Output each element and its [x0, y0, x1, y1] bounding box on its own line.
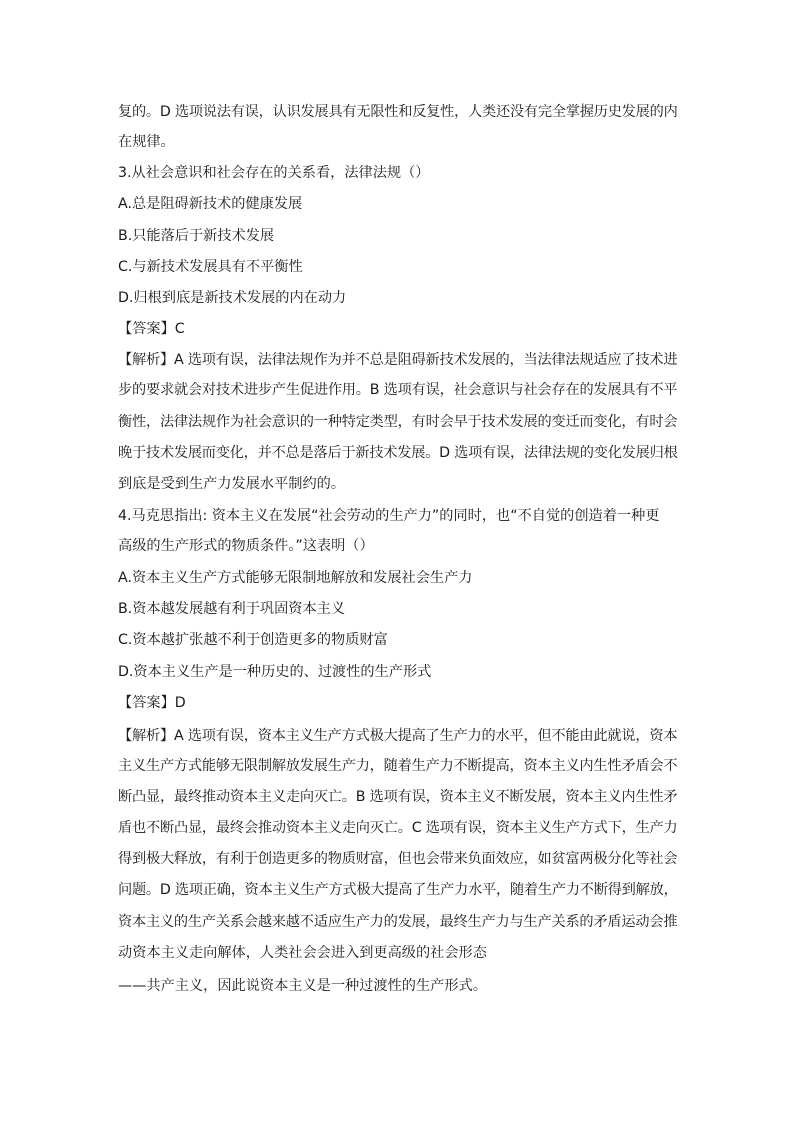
text-line: 步的要求就会对技术进步产生促进作用。B 选项有误，社会意识与社会存在的发展具有不平 — [118, 382, 678, 398]
question-3-analysis: 【解析】A 选项有误，法律法规作为并不总是阻碍新技术发展的，当法律法规适应了技术进 — [118, 352, 678, 368]
text-line: 盾也不断凸显，最终会推动资本主义走向灭亡。C 选项有误，资本主义生产方式下，生产力 — [118, 820, 678, 836]
text-line: 衡性，法律法规作为社会意识的一种特定类型，有时会早于技术发展的变迁而变化，有时会 — [118, 414, 678, 430]
question-3-option-b: B.只能落后于新技术发展 — [118, 228, 275, 244]
question-3-option-a: A.总是阻碍新技术的健康发展 — [118, 196, 303, 212]
text-line: 晚于技术发展而变化，并不总是落后于新技术发展。D 选项有误，法律法规的变化发展归根 — [118, 445, 678, 461]
text-line: 资本主义的生产关系会越来越不适应生产力的发展，最终生产力与生产关系的矛盾运动会推 — [118, 914, 678, 930]
text-line: 在规律。 — [118, 134, 175, 150]
question-4-stem: 4.马克思指出: 资本主义在发展“社会劳动的生产力”的同时，也“不自觉的创造着一种更 — [118, 508, 660, 524]
question-3-answer: 【答案】C — [118, 321, 185, 337]
text-line-last: ——共产主义，因此说资本主义是一种过渡性的生产形式。 — [118, 978, 487, 994]
question-4-option-d: D.资本主义生产是一种历史的、过渡性的生产形式 — [118, 664, 432, 680]
text-line: 得到极大释放，有利于创造更多的物质财富，但也会带来负面效应，如贫富两极分化等社会 — [118, 851, 678, 867]
question-4-answer: 【答案】D — [118, 695, 186, 711]
question-4-option-c: C.资本越扩张越不利于创造更多的物质财富 — [118, 632, 388, 648]
text-line: 断凸显，最终推动资本主义走向灭亡。B 选项有误，资本主义不断发展，资本主义内生性矛 — [118, 789, 678, 805]
text-line: 高级的生产形式的物质条件。”这表明（） — [118, 538, 374, 554]
text-line: 复的。D 选项说法有误，认识发展具有无限性和反复性，人类还没有完全掌握历史发展的内 — [118, 104, 678, 120]
text-line: 问题。D 选项正确，资本主义生产方式极大提高了生产力水平，随着生产力不断得到解放， — [118, 882, 678, 898]
question-3-option-c: C.与新技术发展具有不平衡性 — [118, 259, 303, 275]
text-line: 到底是受到生产力发展水平制约的。 — [118, 476, 346, 492]
question-4-analysis: 【解析】A 选项有误，资本主义生产方式极大提高了生产力的水平，但不能由此就说，资本 — [118, 728, 678, 744]
question-3-stem: 3.从社会意识和社会存在的关系看，法律法规（） — [118, 165, 430, 181]
question-3-option-d: D.归根到底是新技术发展的内在动力 — [118, 290, 347, 306]
question-4-option-b: B.资本越发展越有利于巩固资本主义 — [118, 601, 346, 617]
question-4-option-a: A.资本主义生产方式能够无限制地解放和发展社会生产力 — [118, 570, 473, 586]
text-line: 主义生产方式能够无限制解放发展生产力，随着生产力不断提高，资本主义内生性矛盾会不 — [118, 758, 678, 774]
text-line: 动资本主义走向解体，人类社会会进入到更高级的社会形态 — [118, 945, 487, 961]
